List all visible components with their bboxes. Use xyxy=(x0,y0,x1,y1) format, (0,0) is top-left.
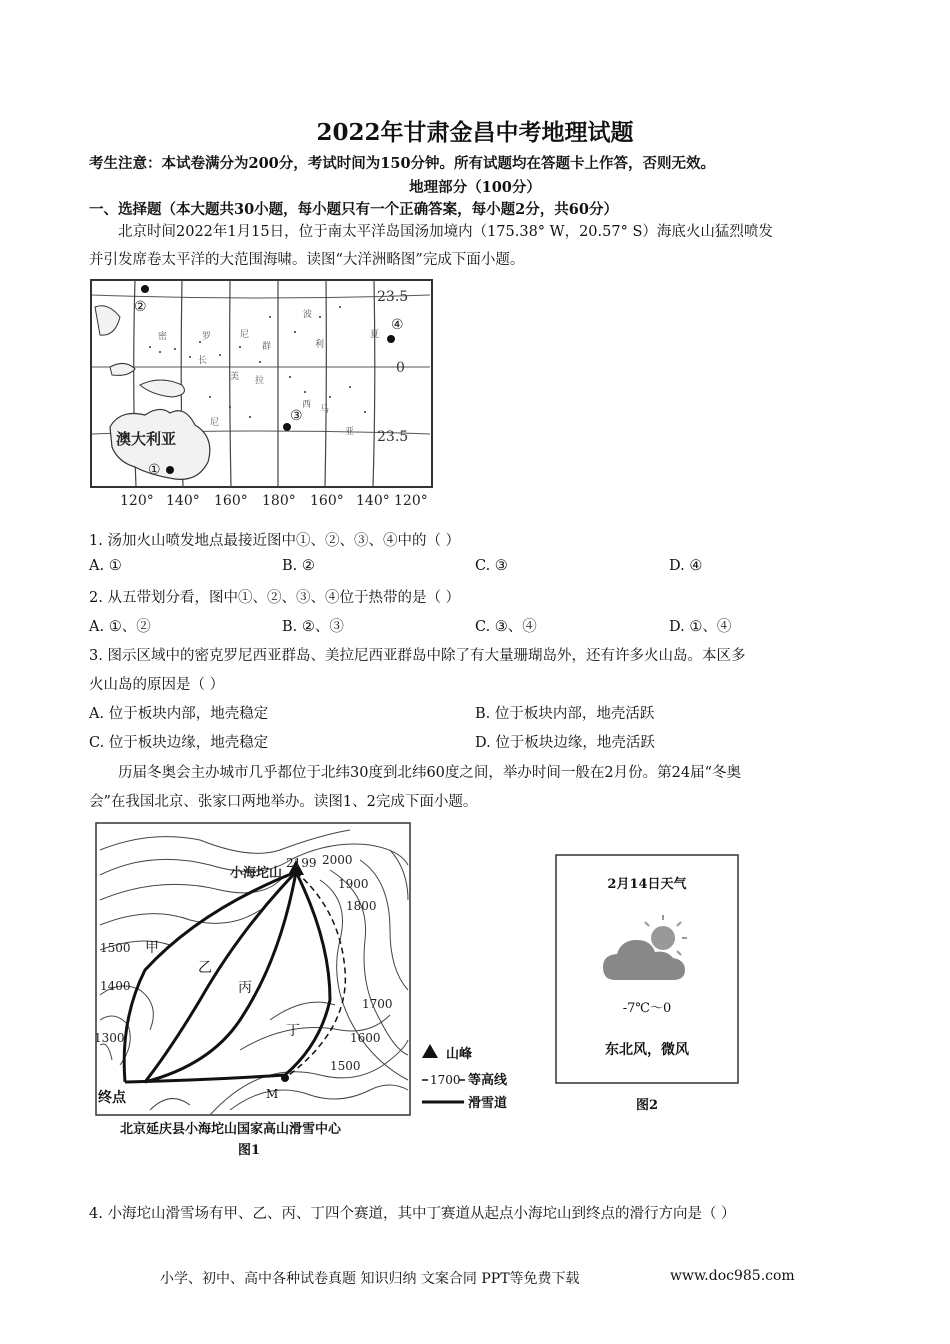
svg-text:波: 波 xyxy=(303,310,313,320)
fig1-label: 图1 xyxy=(238,1143,261,1158)
q2-option-d: D. ①、④ xyxy=(669,619,732,635)
q1-stem: 1. 汤加火山喷发地点最接近图中①、②、③、④中的（ ） xyxy=(89,533,461,549)
svg-text:夏: 夏 xyxy=(370,330,380,340)
ski-contour-map xyxy=(90,820,530,1160)
svg-text:1300: 1300 xyxy=(94,1031,125,1045)
q3-stem-line1: 3. 图示区域中的密克罗尼西亚群岛、美拉尼西亚群岛中除了有大量珊瑚岛外，还有许多火山岛。本区多 xyxy=(89,648,746,664)
fig2-label: 图2 xyxy=(635,1098,659,1113)
q1-option-a: A. ① xyxy=(89,558,122,574)
weather-heading: 2月14日天气 xyxy=(607,877,687,892)
svg-text:1600: 1600 xyxy=(350,1031,381,1045)
svg-text:长: 长 xyxy=(198,356,208,366)
q3-option-b: B. 位于板块内部，地壳活跃 xyxy=(475,706,655,722)
q3-stem-line2: 火山岛的原因是（ ） xyxy=(89,677,225,693)
svg-text:利: 利 xyxy=(315,340,325,350)
footer-url[interactable]: www.doc985.com xyxy=(670,1268,795,1284)
legend-contour: 等高线 xyxy=(468,1073,508,1088)
svg-text:尼: 尼 xyxy=(210,418,220,428)
q1-option-d: D. ④ xyxy=(669,558,703,574)
q1-option-b: B. ② xyxy=(282,558,315,574)
oceania-map xyxy=(90,277,435,511)
weather-card xyxy=(555,852,740,1117)
svg-text:美: 美 xyxy=(230,372,240,382)
lat-label-equator: 0 xyxy=(396,360,405,376)
svg-text:1500: 1500 xyxy=(100,941,131,955)
fig1-caption: 北京延庆县小海坨山国家高山滑雪中心 xyxy=(120,1122,342,1137)
svg-text:2000: 2000 xyxy=(322,853,353,867)
run-label-yi: 乙 xyxy=(198,960,212,976)
q2-option-c: C. ③、④ xyxy=(475,619,537,635)
svg-text:拉: 拉 xyxy=(255,376,265,386)
svg-text:120°: 120° xyxy=(120,493,154,509)
svg-text:120°: 120° xyxy=(394,493,428,509)
svg-text:1400: 1400 xyxy=(100,979,131,993)
q3-option-d: D. 位于板块边缘，地壳活跃 xyxy=(475,735,655,751)
intro2-line2: 会”在我国北京、张家口两地举办。读图1、2完成下面小题。 xyxy=(89,794,478,810)
q1-option-c: C. ③ xyxy=(475,558,508,574)
svg-text:1700: 1700 xyxy=(430,1073,461,1087)
svg-text:群: 群 xyxy=(262,342,272,352)
q2-stem: 2. 从五带划分看，图中①、②、③、④位于热带的是（ ） xyxy=(89,590,461,606)
marker-3-dot xyxy=(283,423,291,431)
q2-option-b: B. ②、③ xyxy=(282,619,344,635)
svg-text:180°: 180° xyxy=(262,493,296,509)
legend-peak: 山峰 xyxy=(446,1047,473,1062)
run-label-jia: 甲 xyxy=(145,940,159,956)
run-label-ding: 丁 xyxy=(286,1023,300,1039)
marker-3-label: ③ xyxy=(290,408,303,424)
legend-peak-icon xyxy=(422,1044,438,1058)
svg-text:1700: 1700 xyxy=(362,997,393,1011)
intro1-line1: 北京时间2022年1月15日，位于南太平洋岛国汤加境内（175.38° W，20.57° S）海底火山猛烈喷发 xyxy=(118,224,773,240)
marker-1-label: ① xyxy=(148,462,161,478)
svg-text:西: 西 xyxy=(302,400,312,410)
svg-text:140°: 140° xyxy=(356,493,390,509)
point-m-dot xyxy=(281,1074,289,1082)
legend-run: 滑雪道 xyxy=(468,1096,508,1111)
svg-text:马: 马 xyxy=(320,405,330,415)
marker-4-label: ④ xyxy=(391,317,404,333)
q3-option-c: C. 位于板块边缘，地壳稳定 xyxy=(89,735,269,751)
svg-text:1900: 1900 xyxy=(338,877,369,891)
svg-text:亚: 亚 xyxy=(345,427,355,437)
lat-label-south: 23.5 xyxy=(377,429,409,445)
weather-temp: -7℃～0 xyxy=(622,1001,672,1016)
svg-text:160°: 160° xyxy=(310,493,344,509)
svg-text:1800: 1800 xyxy=(346,899,377,913)
peak-name: 小海坨山 xyxy=(230,866,283,881)
svg-text:1500: 1500 xyxy=(330,1059,361,1073)
section-heading: 一、选择题（本大题共30小题，每小题只有一个正确答案，每小题2分，共60分） xyxy=(89,201,618,218)
svg-text:140°: 140° xyxy=(166,493,200,509)
end-label: 终点 xyxy=(98,1090,126,1106)
marker-1-dot xyxy=(166,466,174,474)
point-m-label: M xyxy=(266,1087,279,1101)
marker-2-dot xyxy=(141,285,149,293)
svg-text:尼: 尼 xyxy=(240,330,250,340)
part-heading: 地理部分（100分） xyxy=(409,179,541,196)
svg-text:160°: 160° xyxy=(214,493,248,509)
q3-option-a: A. 位于板块内部，地壳稳定 xyxy=(89,706,269,722)
weather-wind: 东北风，微风 xyxy=(605,1042,689,1058)
svg-text:密: 密 xyxy=(158,332,168,342)
footer-text: 小学、初中、高中各种试卷真题 知识归纳 文案合同 PPT等免费下载 xyxy=(160,1271,580,1287)
q2-option-a: A. ①、② xyxy=(89,619,151,635)
peak-elev: 2199 xyxy=(286,856,317,870)
q4-stem: 4. 小海坨山滑雪场有甲、乙、丙、丁四个赛道，其中丁赛道从起点小海坨山到终点的滑行方向是（ ） xyxy=(89,1206,736,1222)
svg-text:罗: 罗 xyxy=(202,332,212,342)
page-title: 2022年甘肃金昌中考地理试题 xyxy=(316,119,634,146)
marker-2-label: ② xyxy=(134,299,147,315)
australia-label: 澳大利亚 xyxy=(116,430,177,448)
exam-notice: 考生注意：本试卷满分为200分，考试时间为150分钟。所有试题均在答题卡上作答，否则无效。 xyxy=(89,155,716,172)
marker-4-dot xyxy=(387,335,395,343)
run-label-bing: 丙 xyxy=(238,980,252,996)
intro2-line1: 历届冬奥会主办城市几乎都位于北纬30度到北纬60度之间，举办时间一般在2月份。第24届“冬奥 xyxy=(118,765,741,781)
intro1-line2: 并引发席卷太平洋的大范围海啸。读图“大洋洲略图”完成下面小题。 xyxy=(89,252,525,268)
lat-label-north: 23.5 xyxy=(377,289,409,305)
